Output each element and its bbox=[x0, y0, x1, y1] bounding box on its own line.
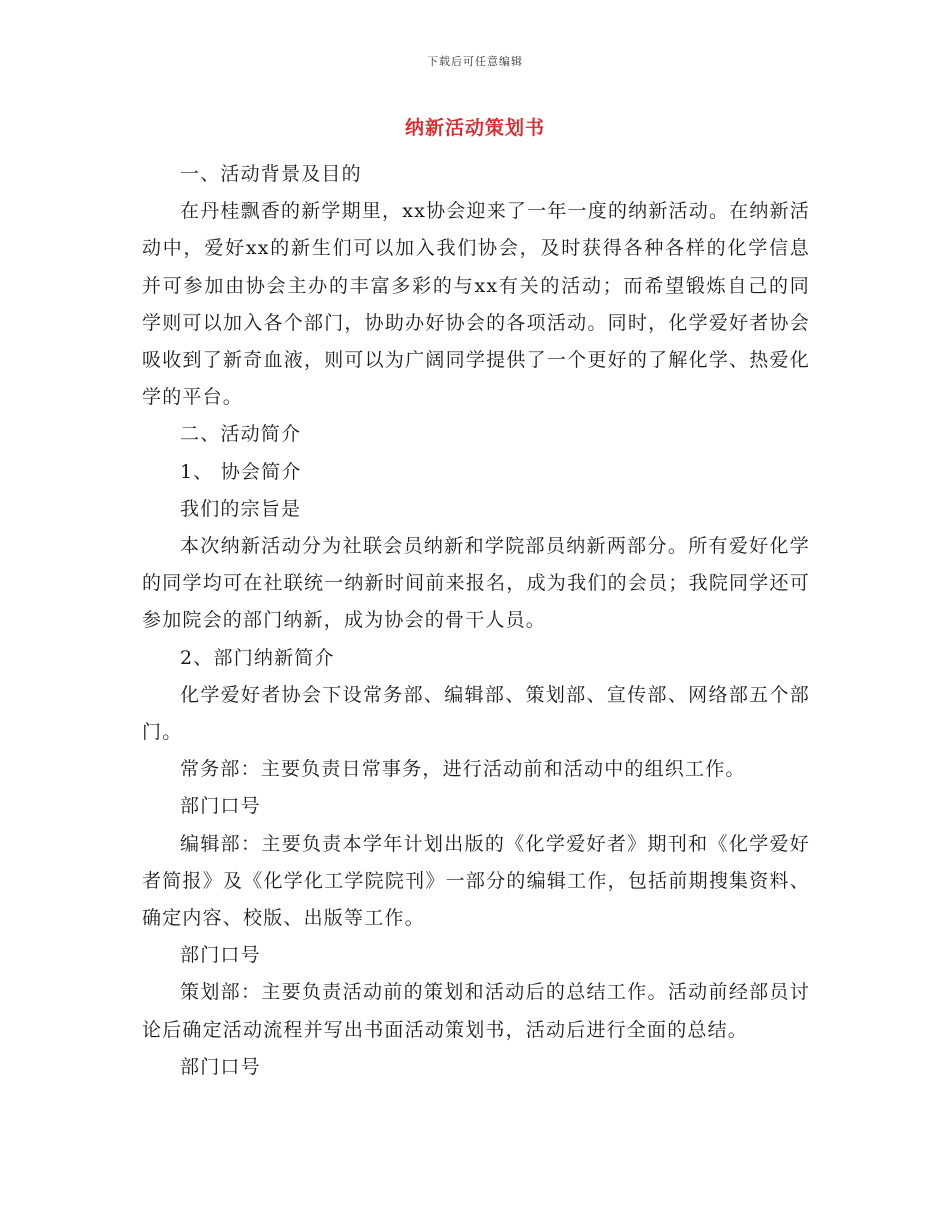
subheading-association-intro: 1、 协会简介 bbox=[180, 460, 302, 483]
paragraph-departments: 化学爱好者协会下设常务部、编辑部、策划部、宣传部、网络部五个部门。 bbox=[142, 683, 810, 744]
subheading-department-intro: 2、部门纳新简介 bbox=[180, 646, 335, 669]
paragraph-planning: 策划部：主要负责活动前的策划和活动后的总结工作。活动前经部员讨论后确定活动流程并写出书面活动策划书，活动后进行全面的总结。 bbox=[142, 981, 810, 1041]
section-heading-intro: 二、活动简介 bbox=[180, 423, 302, 446]
paragraph-purpose: 我们的宗旨是 bbox=[180, 497, 302, 520]
document-title: 纳新活动策划书 bbox=[404, 117, 545, 139]
paragraph-slogan-3: 部门口号 bbox=[180, 1055, 261, 1078]
paragraph-slogan-1: 部门口号 bbox=[180, 795, 261, 818]
paragraph-slogan-2: 部门口号 bbox=[180, 944, 261, 967]
paragraph-background: 在丹桂飘香的新学期里，xx协会迎来了一年一度的纳新活动。在纳新活动中，爱好xx的新生们可以加入我们协会，及时获得各种各样的化学信息并可参加由协会主办的丰富多彩的与xx有关的活动；而希望锻炼自己的同学则可以加入各个部门，协助办好协会的各项活动。同时，化学爱好者协会吸收到了新奇血液，则可以为广阔同学提供了一个更好的了解化学、热爱化学的平台。 bbox=[142, 200, 810, 409]
section-heading-background: 一、活动背景及目的 bbox=[180, 163, 362, 185]
page-header-note: 下载后可任意编辑 bbox=[427, 55, 523, 68]
paragraph-editorial: 编辑部：主要负责本学年计划出版的《化学爱好者》期刊和《化学爱好者简报》及《化学化工学院院刊》一部分的编辑工作，包括前期搜集资料、确定内容、校版、出版等工作。 bbox=[142, 832, 810, 930]
paragraph-recruitment: 本次纳新活动分为社联会员纳新和学院部员纳新两部分。所有爱好化学的同学均可在社联统一纳新时间前来报名，成为我们的会员；我院同学还可参加院会的部门纳新，成为协会的骨干人员。 bbox=[142, 535, 810, 632]
paragraph-general-affairs: 常务部：主要负责日常事务，进行活动前和活动中的组织工作。 bbox=[180, 758, 746, 781]
document-body bbox=[142, 156, 810, 1086]
